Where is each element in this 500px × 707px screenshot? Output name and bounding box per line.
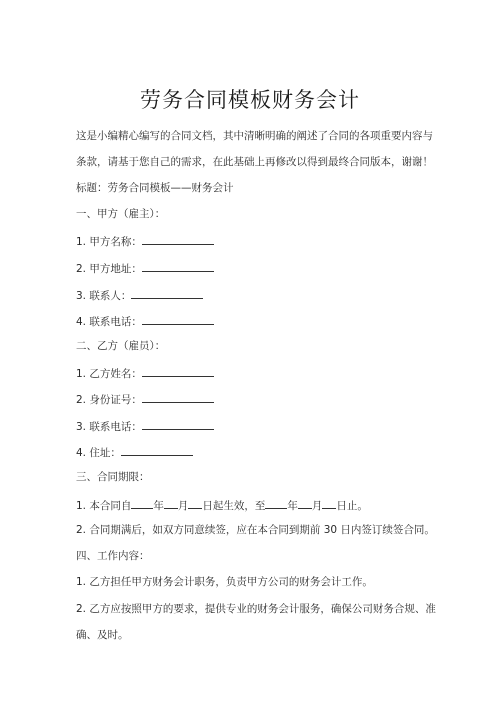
work-item-2-line-1: 2. 乙方应按照甲方的要求，提供专业的财务会计服务，确保公司财务合规、准 xyxy=(76,603,436,615)
field-party-b-phone xyxy=(76,418,214,434)
section-heading-work: 四、工作内容： xyxy=(76,550,150,562)
field-party-a-contact xyxy=(76,287,203,303)
field-label: 1. 乙方姓名： xyxy=(76,368,142,380)
field-label: 1. 甲方名称： xyxy=(76,236,142,248)
subtitle: 标题：劳务合同模板——财务会计 xyxy=(76,182,234,194)
document-title: 劳务合同模板财务会计 xyxy=(140,88,360,112)
section-heading-term: 三、合同期限： xyxy=(76,471,150,483)
field-label: 3. 联系人： xyxy=(76,290,132,302)
fill-blank xyxy=(322,497,336,509)
term-text: 年 xyxy=(153,500,164,512)
intro-line-1: 这是小编精心编写的合同文档，其中清晰明确的阐述了合同的各项重要内容与 xyxy=(76,130,433,142)
term-text: 年 xyxy=(287,500,298,512)
work-item-2-line-2: 确、及时。 xyxy=(76,629,129,641)
section-heading-party-b: 二、乙方（雇员）： xyxy=(76,340,166,352)
term-text: 日止。 xyxy=(336,500,368,512)
term-text: 日起生效，至 xyxy=(202,500,266,512)
fill-blank xyxy=(298,497,312,509)
fill-blank xyxy=(142,260,214,272)
field-party-b-name xyxy=(76,365,214,381)
field-party-b-id xyxy=(76,391,214,407)
field-label: 3. 联系电话： xyxy=(76,421,142,433)
term-item-1 xyxy=(76,497,368,513)
field-party-b-address xyxy=(76,444,193,460)
field-party-a-phone xyxy=(76,313,214,329)
term-item-2: 2. 合同期满后，如双方同意续签，应在本合同到期前 30 日内签订续签合同。 xyxy=(76,524,435,536)
term-text: 月 xyxy=(311,500,323,512)
fill-blank xyxy=(142,365,214,377)
fill-blank xyxy=(142,233,214,245)
fill-blank xyxy=(142,391,214,403)
field-party-a-address xyxy=(76,260,214,276)
intro-line-2: 条款，请基于您自己的需求，在此基础上再修改以得到最终合同版本，谢谢！ xyxy=(76,156,433,168)
field-label: 4. 住址： xyxy=(76,447,121,459)
fill-blank xyxy=(142,418,214,430)
fill-blank xyxy=(142,313,214,325)
work-item-1: 1. 乙方担任甲方财务会计职务，负责甲方公司的财务会计工作。 xyxy=(76,576,373,588)
section-heading-party-a: 一、甲方（雇主）： xyxy=(76,208,166,220)
term-text: 1. 本合同自 xyxy=(76,500,132,512)
field-label: 2. 身份证号： xyxy=(76,394,142,406)
fill-blank xyxy=(164,497,178,509)
fill-blank xyxy=(265,497,287,509)
field-label: 2. 甲方地址： xyxy=(76,263,142,275)
fill-blank xyxy=(131,497,153,509)
fill-blank xyxy=(188,497,202,509)
fill-blank xyxy=(131,287,203,299)
term-text: 月 xyxy=(177,500,189,512)
field-label: 4. 联系电话： xyxy=(76,316,142,328)
field-party-a-name xyxy=(76,233,214,249)
fill-blank xyxy=(121,444,193,456)
